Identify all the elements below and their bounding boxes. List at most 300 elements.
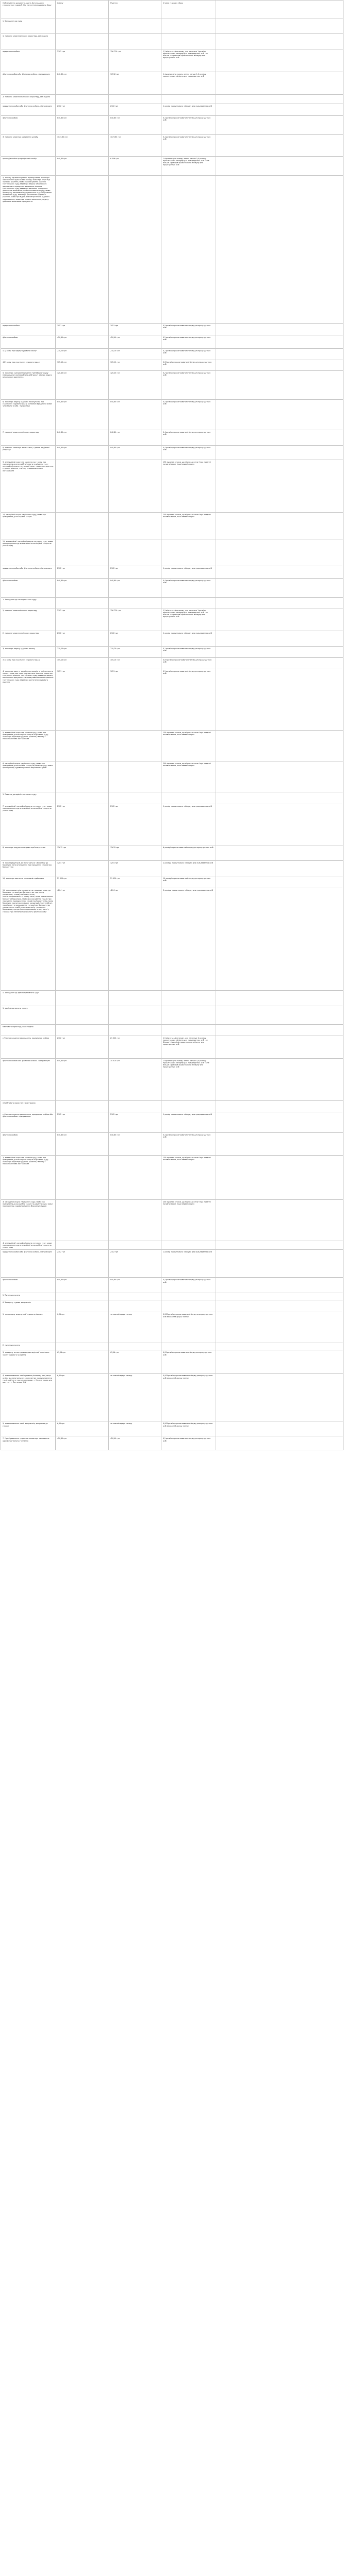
- cell-rate: 200 відсотків ставки, що підлягала сплаті при поданні позовної заяви, іншої заяви і скарги: [161, 761, 216, 792]
- cell-note: [216, 513, 343, 539]
- cell-decision: 840,80 грн: [109, 1278, 161, 1293]
- table-row: [1, 513, 343, 539]
- cell-note: [216, 324, 343, 335]
- cell-rate: 2 розміри прожиткового мінімуму для працездатних осіб: [161, 861, 216, 876]
- cell-ruling: 840,80 грн: [56, 400, 109, 430]
- cell-document: 2) позовної заяви немайнового характеру, яка подана: [1, 95, 56, 104]
- cell-rate: 0,4 розміру прожиткового мінімуму для працездатних осіб: [161, 446, 216, 460]
- cell-ruling: [56, 1006, 109, 1025]
- cell-rate: [161, 1300, 216, 1312]
- cell-decision: 2102 грн: [109, 566, 161, 579]
- cell-document: 7) апеляційної і касаційної скарги на ухвалу суду; заяви про приєднання до апеляційної чи касаційної скарги на ухвалу суду: [1, 804, 56, 845]
- cell-decision: [109, 1300, 161, 1312]
- cell-document: про поділ майна при розірванні шлюбу: [1, 157, 56, 176]
- cell-document: 2. За подання до господарського суду:: [1, 598, 56, 608]
- cell-ruling: 2102 грн: [56, 566, 109, 579]
- cell-ruling: 63,06 грн: [56, 1350, 109, 1374]
- cell-document: 8) позовної заяви про захист честі, гідності та ділової репутації: [1, 446, 56, 460]
- cell-decision: 2102 грн: [109, 631, 161, 647]
- cell-ruling: 2102 грн: [56, 1250, 109, 1278]
- cell-decision: [109, 176, 161, 324]
- table-row: [1, 1025, 343, 1036]
- cell-note: [216, 1241, 343, 1250]
- cell-decision: 21 020 грн: [109, 876, 161, 888]
- cell-decision: 840,80 грн: [109, 116, 161, 135]
- cell-ruling: [56, 1241, 109, 1250]
- cell-document: 1) за повторну видачу копії судового рішення: [1, 1312, 56, 1343]
- cell-ruling: [56, 19, 109, 34]
- cell-note: [216, 731, 343, 761]
- table-row: [1, 888, 343, 991]
- cell-note: [216, 539, 343, 566]
- cell-document: 9) апеляційної скарги на рішення суду; заяви про приєднання до апеляційної скарги на рішення суду; апеляційної скарги на судовий наказ; заяви про перегляд судового рішення у зв'язку з нововиявленими обставинами: [1, 460, 56, 513]
- cell-rate: 1,5 відсотка ціни позову, але не нижче 1 розміру прожиткового мінімуму для працездатних осіб і не більше 350 розмірів прожиткового мінімуму для працездатних осіб: [161, 608, 216, 631]
- table-row: [1, 1112, 343, 1133]
- cell-rate: 1 відсоток ціни позову, але не менше 0,4 розміру прожиткового мінімуму для працездатних осіб та не більше 5 розмірів прожиткового мінімуму для працездатних осіб: [161, 1059, 216, 1101]
- cell-document: 4) заяви у справах окремого провадження; заяви про забезпечення доказів або позову; заяви про перегляд заочного рішення; заяви про скасування рішення третейського суду; заяви про видачу виконавчого документа на примусове виконання рішення третейського суду; заяви про визнання та надання дозволу на виконання рішення іноземного суду; заяви про видачу виконавчого документа на підставі рішення іноземного суду; заяви про роз'яснення судового рішення; заяви про відновлення втраченого судового провадження; заяви про поворот виконання, видачу дубліката виконавчого документа: [1, 176, 56, 324]
- table-row: [1, 34, 343, 49]
- cell-decision: 210,20 грн: [109, 647, 161, 658]
- cell-rate: 0,1 розміру прожиткового мінімуму для працездатних осіб: [161, 349, 216, 360]
- cell-rate: 0,5 розміру прожиткового мінімуму для працездатних осіб: [161, 324, 216, 335]
- cell-note: [216, 176, 343, 324]
- cell-rate: 1,5 відсотка ціни позову, але не нижче 1 розміру прожиткового мінімуму для працездатних осіб і не більше 350 розмірів прожиткового мінімуму для працездатних осіб: [161, 49, 216, 72]
- table-row: [1, 176, 343, 324]
- cell-ruling: 2102 грн: [56, 631, 109, 647]
- cell-decision: [109, 1343, 161, 1350]
- cell-document: 5) апеляційної скарги на рішення суду; заяви про приєднання до апеляційної скарги на рішення суду; заяви про перегляд судового рішення у зв'язку з нововиявленими обставинами: [1, 731, 56, 761]
- cell-rate: 1,5 відсотка ціни позову, але не менше 1 розміру прожиткового мінімуму для працездатних осіб і не більше 10 розмірів прожиткового мінімуму для працездатних осіб: [161, 1036, 216, 1059]
- table-row: [1, 430, 343, 446]
- cell-document: 3-1) заяви про скасування судового наказу: [1, 658, 56, 669]
- cell-rate: 2 розміри прожиткового мінімуму для працездатних осіб: [161, 888, 216, 991]
- cell-document: 6) заяви про видачу судового наказу/заяви про скасування судового наказу за заявою юридичної особи чи фізичної особи - підприємця: [1, 400, 56, 430]
- cell-rate: 200 відсотків ставки, що підлягала сплаті при поданні позовної заяви, іншої заяви і скарги: [161, 1200, 216, 1241]
- cell-document: 5) за виготовлення копій документів, долучених до справи: [1, 1421, 56, 1436]
- cell-document: суб'єктом владних повноважень, юридичною особою: [1, 1036, 56, 1059]
- cell-decision: 2102 грн: [109, 1250, 161, 1278]
- table-row: [1, 157, 343, 176]
- cell-note: [216, 1421, 343, 1436]
- table-row: [1, 1250, 343, 1278]
- cell-decision: 840,80 грн: [109, 579, 161, 598]
- cell-rate: [161, 1293, 216, 1300]
- cell-document: 11) апеляційної і касаційної скарги на ухвалу суду; заяви про приєднання до апеляційної чи касаційної скарги на ухвалу суду: [1, 539, 56, 566]
- table-row: [1, 1343, 343, 1350]
- cell-note: [216, 430, 343, 446]
- cell-ruling: [56, 792, 109, 804]
- cell-note: [216, 608, 343, 631]
- table-row: [1, 360, 343, 371]
- table-row: [1, 1350, 343, 1374]
- cell-ruling: 420,40 грн: [56, 371, 109, 400]
- cell-document: 1. За подання до суду:: [1, 19, 56, 34]
- cell-note: [216, 460, 343, 513]
- cell-note: [216, 349, 343, 360]
- cell-document: фізичною особою або фізичною особою - підприємцем: [1, 1059, 56, 1101]
- cell-ruling: [56, 1343, 109, 1350]
- table-row: [1, 579, 343, 598]
- cell-rate: [161, 19, 216, 34]
- cell-note: [216, 19, 343, 34]
- cell-document: 4) апеляційної і касаційної скарги на ухвалу суду; заяви про приєднання до апеляційної чи касаційної скарги на ухвалу суду: [1, 1241, 56, 1250]
- cell-decision: 2102 грн: [109, 1112, 161, 1133]
- cell-ruling: 420,40 грн: [56, 1436, 109, 1450]
- cell-document: фізичною особою: [1, 579, 56, 598]
- cell-document: 3) за видачу в електронному вигляді копії технічного запису судового засідання: [1, 1350, 56, 1374]
- cell-decision: 63,06 грн: [109, 1350, 161, 1374]
- cell-rate: [161, 1006, 216, 1025]
- cell-rate: 0,4 розміру прожиткового мінімуму для працездатних осіб: [161, 1133, 216, 1156]
- cell-document: 4. За подання до адміністративного суду:: [1, 991, 56, 1006]
- table-row: [1, 539, 343, 566]
- table-row: [1, 1293, 343, 1300]
- cell-note: [216, 49, 343, 72]
- table-row: [1, 631, 343, 647]
- cell-document: фізичною особою або фізичною особою - підприємцем: [1, 72, 56, 95]
- cell-decision: 2102 грн: [109, 804, 161, 845]
- table-row: [1, 104, 343, 116]
- cell-document: 4) за виготовлення копії судового рішення у разі, якщо особа, яка звертається з клопотанням про виготовлення такої копії, не є учасником справи, ... (Окремі норми для доступу) ... Постанова КМУ: [1, 1374, 56, 1421]
- cell-document: 1) позовної заяви майнового характеру: [1, 608, 56, 631]
- cell-rate: 0,4 розміру прожиткового мінімуму для працездатних осіб: [161, 1278, 216, 1293]
- cell-rate: 150 відсотків ставки, що підлягала сплаті при поданні позовної заяви, іншої заяви і скарги: [161, 1156, 216, 1200]
- cell-rate: 1 відсоток ціни позову, але не менше 0,4 розміру прожиткового мінімуму для працездатних осіб та не більше 3 розмірів прожиткового мінімуму для працездатних осіб: [161, 157, 216, 176]
- cell-rate: [161, 539, 216, 566]
- cell-ruling: 840,80 грн: [56, 446, 109, 460]
- cell-rate: [161, 34, 216, 49]
- table-row: [1, 804, 343, 845]
- cell-note: [216, 1112, 343, 1133]
- cell-document: юридичною особою або фізичною особою - підприємцем: [1, 104, 56, 116]
- cell-note: [216, 1156, 343, 1200]
- cell-ruling: [56, 598, 109, 608]
- cell-ruling: 6,31 грн: [56, 1312, 109, 1343]
- cell-rate: 0,05 розміру прожиткового мінімуму для працездатних осіб: [161, 360, 216, 371]
- cell-rate: [161, 1343, 216, 1350]
- table-row: [1, 1278, 343, 1293]
- cell-note: [216, 845, 343, 861]
- cell-rate: 1 розмір прожиткового мінімуму для працездатних осіб: [161, 631, 216, 647]
- table-row: [1, 49, 343, 72]
- cell-document: 7. У разі ухвалення судом постанови про накладення адміністративного стягнення: [1, 1436, 56, 1450]
- cell-ruling: [56, 1156, 109, 1200]
- cell-note: [216, 104, 343, 116]
- cell-note: [216, 658, 343, 669]
- cell-decision: [109, 792, 161, 804]
- cell-decision: 2102 грн: [109, 104, 161, 116]
- cell-note: [216, 861, 343, 876]
- table-row: [1, 608, 343, 631]
- cell-document: 3) позовної заяви про розірвання шлюбу: [1, 135, 56, 157]
- cell-rate: 6 розмірів прожиткового мінімуму для працездатних осіб: [161, 845, 216, 861]
- cell-rate: 1 розмір прожиткового мінімуму для працездатних осіб: [161, 804, 216, 845]
- table-row: [1, 647, 343, 658]
- table-row: [1, 324, 343, 335]
- cell-document: юридичною особою: [1, 49, 56, 72]
- cell-note: [216, 669, 343, 731]
- cell-document: немайнового характеру, який подано: [1, 1101, 56, 1112]
- cell-document: 5. Пункт виключено: [1, 1293, 56, 1300]
- cell-note: [216, 1006, 343, 1025]
- table-row: [1, 669, 343, 731]
- cell-document: 2) позовної заяви немайнового характеру: [1, 631, 56, 647]
- cell-ruling: 2102 грн: [56, 104, 109, 116]
- cell-decision: 756 720 грн: [109, 49, 161, 72]
- cell-rate: 0,2 розміру прожиткового мінімуму для працездатних осіб: [161, 371, 216, 400]
- cell-document: 5) заяви про скасування рішення третейського суду (міжнародного комерційного арбітражу) або про видачу виконавчого документа: [1, 371, 56, 400]
- cell-ruling: [56, 539, 109, 566]
- cell-decision: 756 720 грн: [109, 608, 161, 631]
- table-row: [1, 1374, 343, 1421]
- cell-note: [216, 371, 343, 400]
- cell-ruling: [56, 1200, 109, 1241]
- cell-decision: за кожний аркуш паперу: [109, 1312, 161, 1343]
- header-decision: Рішення: [109, 1, 161, 19]
- court-fee-table: [1, 0, 343, 1450]
- cell-rate: 10 розмірів прожиткового мінімуму для працездатних осіб: [161, 876, 216, 888]
- cell-note: [216, 1293, 343, 1300]
- cell-ruling: 840,80 грн: [56, 72, 109, 95]
- cell-rate: 0,2 розміру прожиткового мінімуму для працездатних осіб: [161, 335, 216, 349]
- header-ruling: Ухвалу: [56, 1, 109, 19]
- cell-note: [216, 360, 343, 371]
- cell-ruling: [56, 460, 109, 513]
- cell-ruling: 105,10 грн: [56, 360, 109, 371]
- cell-rate: 0,003 розміру прожиткового мінімуму для працездатних осіб за кожний аркуш паперу: [161, 1312, 216, 1343]
- cell-decision: 105,10 грн: [109, 360, 161, 371]
- cell-rate: [161, 1025, 216, 1036]
- table-row: [1, 400, 343, 430]
- cell-decision: 840,80 грн: [109, 400, 161, 430]
- cell-decision: [109, 991, 161, 1006]
- cell-document: 2) апеляційної скарги на рішення суду; заяви про приєднання до апеляційної скарги на рішення суду; заяви про перегляд судового рішення у зв'язку з нововиявленими обставинами: [1, 1156, 56, 1200]
- cell-note: [216, 1343, 343, 1350]
- cell-rate: [161, 1241, 216, 1250]
- cell-rate: [161, 792, 216, 804]
- table-row: [1, 446, 343, 460]
- cell-ruling: [56, 513, 109, 539]
- cell-document: 11) заяви кредиторів про визнання грошових вимог до боржника у справі про банкрутство, про заміну кредитора у справі про банкрутство (неплатоспроможність) в тому числі, заяви про визнання банкрутом боржника, заяви про скасування ухвали про порушення провадження у справі про банкрутство, заяви боржника про визнання вимог кредиторів (претензійна), про відкриття провадження у справі про банкрутство, про визнання недійсними правочинів, укладених боржником, про розірвання договорів, в тому числі у справах про неплатоспроможність фізичної особи: [1, 888, 56, 991]
- cell-ruling: 6,31 грн: [56, 1374, 109, 1421]
- cell-decision: [109, 1025, 161, 1036]
- cell-ruling: 2102 грн: [56, 608, 109, 631]
- cell-note: [216, 157, 343, 176]
- cell-document: фізичною особою: [1, 1133, 56, 1156]
- table-row: [1, 876, 343, 888]
- cell-note: [216, 34, 343, 49]
- cell-note: [216, 116, 343, 135]
- table-row: [1, 1421, 343, 1436]
- cell-note: [216, 1036, 343, 1059]
- cell-ruling: [56, 95, 109, 104]
- cell-decision: 10512 грн: [109, 72, 161, 95]
- cell-decision: за кожний аркуш паперу: [109, 1421, 161, 1436]
- cell-document: юридичною особою або фізичною особою - підприємцем: [1, 566, 56, 579]
- header-document: Найменування документа, що за його подання справляється судовий збір, та платника судового збору: [1, 1, 56, 19]
- cell-note: [216, 1059, 343, 1101]
- cell-decision: 6 306 грн: [109, 157, 161, 176]
- table-row: [1, 72, 343, 95]
- cell-document: юридичною особою або фізичною особою - підприємцем: [1, 1250, 56, 1278]
- cell-ruling: 840,80 грн: [56, 1133, 109, 1156]
- table-row: [1, 460, 343, 513]
- cell-document: 1) позовної заяви майнового характеру, яка подана: [1, 34, 56, 49]
- cell-rate: 0,4 розміру прожиткового мінімуму для працездатних осіб: [161, 400, 216, 430]
- cell-document: 6. За видачу судами документів:: [1, 1300, 56, 1312]
- cell-ruling: 840,80 грн: [56, 157, 109, 176]
- cell-rate: 1 розмір прожиткового мінімуму для працездатних осіб: [161, 1112, 216, 1133]
- cell-ruling: 420,40 грн: [56, 335, 109, 349]
- cell-rate: 0,2 розміру прожиткового мінімуму для працездатних осіб: [161, 1436, 216, 1450]
- table-row: [1, 1059, 343, 1101]
- cell-ruling: 2102 грн: [56, 804, 109, 845]
- cell-ruling: 840,80 грн: [56, 430, 109, 446]
- cell-ruling: 840,80 грн: [56, 1059, 109, 1101]
- table-row: [1, 1200, 343, 1241]
- cell-decision: 4204 грн: [109, 861, 161, 876]
- cell-note: [216, 579, 343, 598]
- cell-note: [216, 135, 343, 157]
- cell-document: 4-2) заяви про скасування судового наказу: [1, 360, 56, 371]
- cell-note: [216, 1101, 343, 1112]
- cell-decision: 840,80 грн: [109, 446, 161, 460]
- table-header-row: [1, 1, 343, 19]
- table-row: [1, 1036, 343, 1059]
- cell-ruling: 210,20 грн: [56, 647, 109, 658]
- cell-document: 4-1) заяви про видачу судового наказу: [1, 349, 56, 360]
- cell-decision: [109, 34, 161, 49]
- cell-decision: [109, 1293, 161, 1300]
- cell-ruling: 210,20 грн: [56, 349, 109, 360]
- cell-rate: 0,1 розміру прожиткового мінімуму для працездатних осіб: [161, 647, 216, 658]
- table-row: [1, 658, 343, 669]
- cell-ruling: 4204 грн: [56, 861, 109, 876]
- cell-note: [216, 1025, 343, 1036]
- cell-decision: [109, 1006, 161, 1025]
- cell-note: [216, 761, 343, 792]
- cell-rate: [161, 598, 216, 608]
- cell-rate: 0,4 розміру прожиткового мінімуму для працездатних осіб: [161, 430, 216, 446]
- cell-note: [216, 95, 343, 104]
- cell-ruling: 105,10 грн: [56, 658, 109, 669]
- cell-document: 3) заяви про видачу судового наказу: [1, 647, 56, 658]
- cell-rate: 0,4 розміру прожиткового мінімуму для працездатних осіб: [161, 579, 216, 598]
- table-row: [1, 349, 343, 360]
- table-row: [1, 335, 343, 349]
- table-row: [1, 1006, 343, 1025]
- cell-decision: [109, 1101, 161, 1112]
- cell-rate: 1 розмір прожиткового мінімуму для працездатних осіб: [161, 1250, 216, 1278]
- cell-ruling: 840,80 грн: [56, 116, 109, 135]
- cell-rate: [161, 1101, 216, 1112]
- cell-ruling: 4204 грн: [56, 888, 109, 991]
- cell-document: фізичною особою: [1, 1278, 56, 1293]
- cell-rate: 200 відсотків ставки, що підлягала сплаті при поданні позовної заяви, іншої заяви і скарги: [161, 513, 216, 539]
- cell-note: [216, 335, 343, 349]
- cell-decision: [109, 761, 161, 792]
- document: [1, 0, 343, 1450]
- cell-document: фізичною особою: [1, 335, 56, 349]
- cell-rate: 0,003 розміру прожиткового мінімуму для працездатних осіб за кожний аркуш паперу: [161, 1421, 216, 1436]
- cell-decision: [109, 539, 161, 566]
- cell-ruling: 840,80 грн: [56, 1278, 109, 1293]
- cell-rate: 0,4 розміру прожиткового мінімуму для працездатних осіб: [161, 135, 216, 157]
- cell-decision: [109, 460, 161, 513]
- cell-decision: [109, 1200, 161, 1241]
- cell-decision: 210,20 грн: [109, 349, 161, 360]
- cell-decision: 21 020 грн: [109, 1036, 161, 1059]
- cell-decision: [109, 95, 161, 104]
- cell-note: [216, 792, 343, 804]
- cell-rate: [161, 95, 216, 104]
- table-row: [1, 761, 343, 792]
- cell-ruling: 1051 грн: [56, 324, 109, 335]
- cell-document: майнового характеру, який подано: [1, 1025, 56, 1036]
- cell-ruling: 21 020 грн: [56, 876, 109, 888]
- table-row: [1, 566, 343, 579]
- cell-rate: 1 відсоток ціни позову, але не менше 0,4 розміру прожиткового мінімуму для працездатних осіб: [161, 72, 216, 95]
- cell-document: фізичною особою: [1, 116, 56, 135]
- cell-decision: [109, 598, 161, 608]
- cell-rate: 0,003 розміру прожиткового мінімуму для працездатних осіб за кожний аркуш паперу: [161, 1374, 216, 1421]
- cell-decision: 420,40 грн: [109, 1436, 161, 1450]
- table-row: [1, 1101, 343, 1112]
- table-row: [1, 1436, 343, 1450]
- cell-decision: [109, 1156, 161, 1200]
- cell-note: [216, 598, 343, 608]
- cell-document: 10) касаційної скарги на рішення суду; заяви про приєднання до касаційної скарги: [1, 513, 56, 539]
- cell-note: [216, 72, 343, 95]
- cell-note: [216, 400, 343, 430]
- cell-note: [216, 1250, 343, 1278]
- cell-ruling: [56, 1293, 109, 1300]
- cell-decision: 840,80 грн: [109, 430, 161, 446]
- cell-rate: 0,4 розміру прожиткового мінімуму для працездатних осіб: [161, 116, 216, 135]
- table-row: [1, 1312, 343, 1343]
- cell-rate: 1 розмір прожиткового мінімуму для працездатних осіб: [161, 566, 216, 579]
- cell-note: [216, 1200, 343, 1241]
- cell-note: [216, 1436, 343, 1450]
- cell-note: [216, 1278, 343, 1293]
- cell-document: 2) пункт виключено: [1, 1343, 56, 1350]
- cell-document: 3) касаційної скарги на рішення суду; заяви про приєднання до касаційної скарги на рішення суду; заяви про перегляд судового рішення Верховним Судом: [1, 1200, 56, 1241]
- cell-rate: 150 відсотків ставки, що підлягала сплаті при поданні позовної заяви, іншої заяви і скарги: [161, 460, 216, 513]
- cell-note: [216, 876, 343, 888]
- cell-document: 6) касаційної скарги на рішення суду; заяви про приєднання до касаційної скарги на рішення суду; заяви про перегляд судового рішення Верховним Судом: [1, 761, 56, 792]
- cell-ruling: 1051 грн: [56, 669, 109, 731]
- cell-document: 4) заяви про вжиття запобіжних заходів та забезпечення позову; заяви про перегляд заочного рішення; заяви про скасування рішення третейського суду; заяви про видачу виконавчого документа на примусове виконання рішення третейського суду; заяви про роз'яснення судового рішення: [1, 669, 56, 731]
- cell-note: [216, 888, 343, 991]
- cell-ruling: 2102 грн: [56, 49, 109, 72]
- cell-note: [216, 631, 343, 647]
- section-row: [1, 991, 343, 1006]
- cell-document: 3. Подання до адміністративного суду:: [1, 792, 56, 804]
- table-row: [1, 1241, 343, 1250]
- cell-document: 1) адміністративного позову:: [1, 1006, 56, 1025]
- cell-document: суб'єктом владних повноважень, юридичною особою або фізичною особою - підприємцем: [1, 1112, 56, 1133]
- cell-note: [216, 647, 343, 658]
- cell-note: [216, 1350, 343, 1374]
- cell-ruling: [56, 731, 109, 761]
- cell-rate: 0,5 розміру прожиткового мінімуму для працездатних осіб: [161, 669, 216, 731]
- cell-document: 8) заяви про порушення справи про банкрутство: [1, 845, 56, 861]
- cell-note: [216, 446, 343, 460]
- cell-ruling: 6,31 грн: [56, 1421, 109, 1436]
- cell-note: [216, 1312, 343, 1343]
- table-row: [1, 371, 343, 400]
- cell-ruling: 2102 грн: [56, 1036, 109, 1059]
